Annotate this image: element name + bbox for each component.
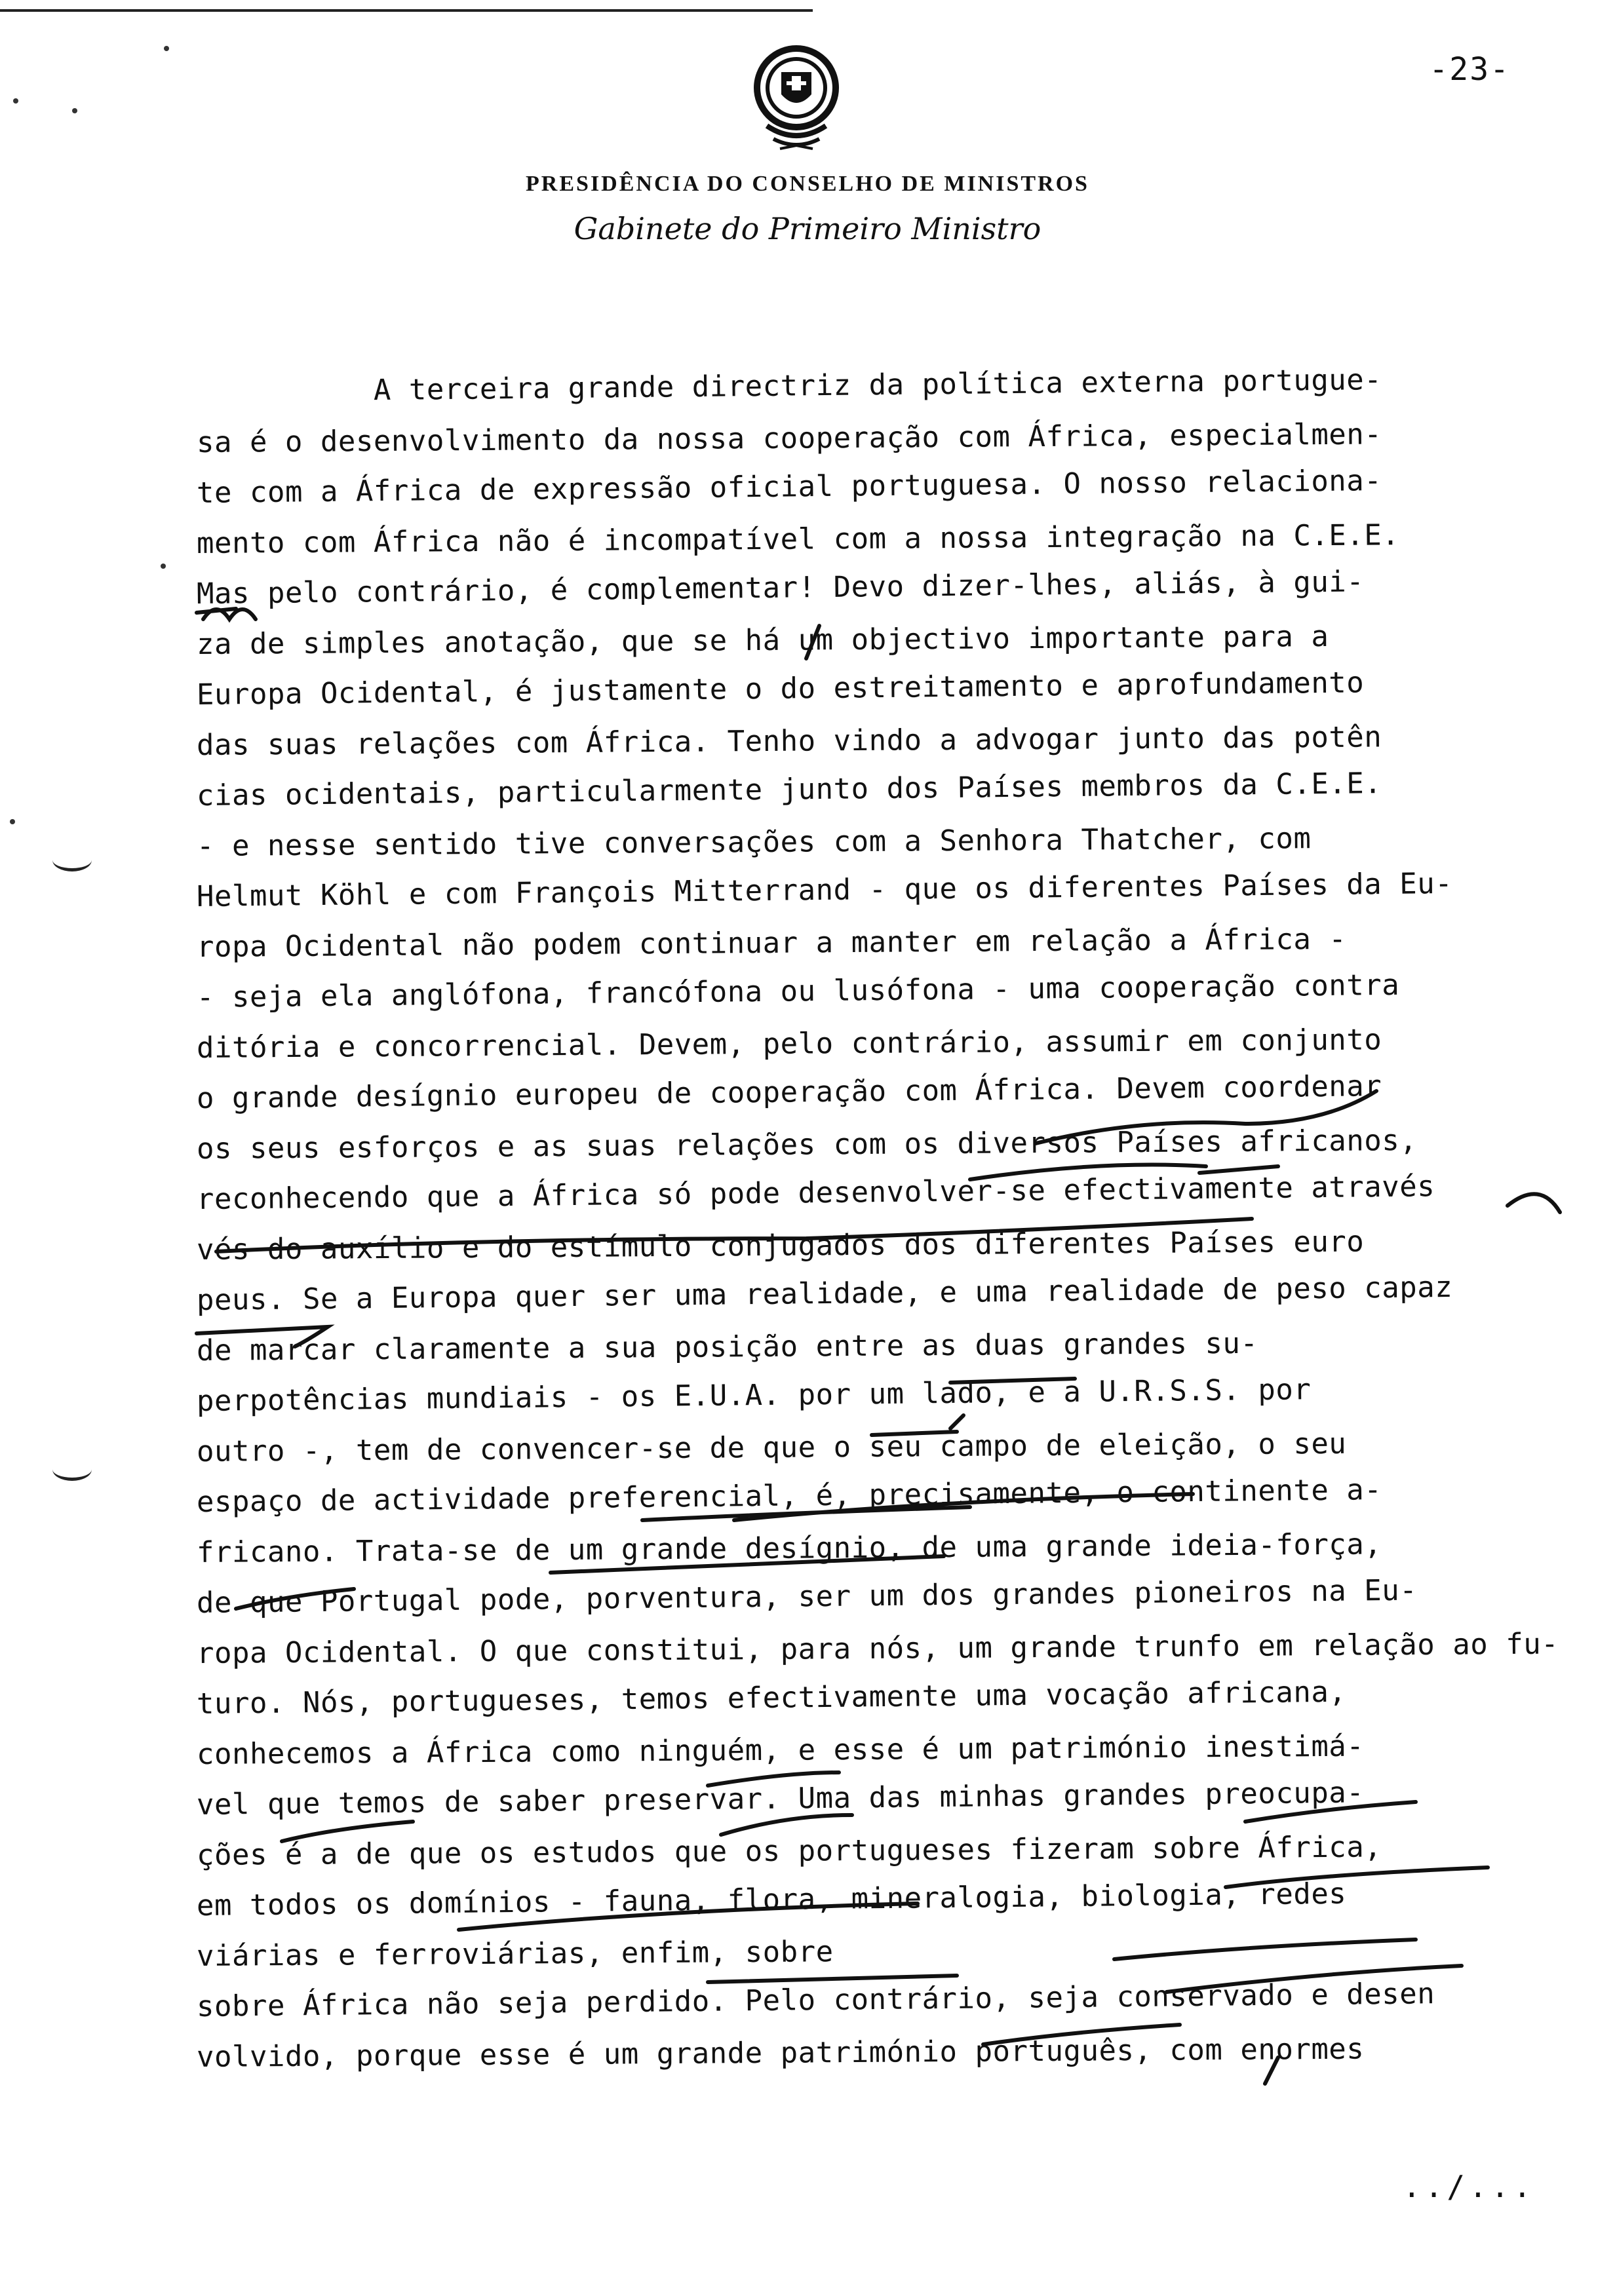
text-line: cias ocidentais, particularmente junto dos Países membros da C.E.E. bbox=[196, 767, 1382, 813]
coat-of-arms-icon bbox=[741, 41, 852, 159]
text-line: o grande desígnio europeu de cooperação com África. Devem coordenar bbox=[196, 1069, 1382, 1115]
margin-dot bbox=[164, 46, 169, 51]
text-line: das suas relações com África. Tenho vindo a advogar junto das potên bbox=[196, 720, 1382, 762]
text-line: peus. Se a Europa quer ser uma realidade, e uma realidade de peso capaz bbox=[196, 1270, 1453, 1317]
text-line: ropa Ocidental. O que constitui, para nós, um grande trunfo em relação ao fu- bbox=[196, 1627, 1559, 1670]
text-line: de marcar claramente a sua posição entre as duas grandes su- bbox=[196, 1326, 1258, 1368]
text-line: za de simples anotação, que se há um objectivo importante para a bbox=[196, 619, 1329, 661]
text-line: A terceira grande directriz da política externa portugue- bbox=[196, 363, 1382, 409]
continuation-mark: ../... bbox=[1403, 2169, 1536, 2204]
margin-dot bbox=[13, 98, 18, 104]
text-line: ções é a de que os estudos que os portugueses fizeram sobre África, bbox=[196, 1830, 1382, 1872]
text-line: em todos os domínios - fauna, flora, mineralogia, biologia, redes bbox=[196, 1877, 1347, 1923]
text-line: de que Portugal pode, porventura, ser um dos grandes pioneiros na Eu- bbox=[196, 1573, 1418, 1620]
text-line: - seja ela anglófona, francófona ou lusófona - uma cooperação contra bbox=[196, 968, 1400, 1014]
text-line: fricano. Trata-se de um grande desígnio, de uma grande ideia-força, bbox=[196, 1527, 1382, 1569]
text-line: vés do auxílio e do estímulo conjugados dos diferentes Países euro bbox=[196, 1225, 1365, 1267]
text-line: - e nesse sentido tive conversações com a Senhora Thatcher, com bbox=[196, 822, 1312, 863]
margin-dot bbox=[10, 819, 15, 824]
text-line: turo. Nós, portugueses, temos efectivamente uma vocação africana, bbox=[196, 1675, 1347, 1721]
text-line: perpotências mundiais - os E.U.A. por um lado, e a U.R.S.S. por bbox=[196, 1373, 1312, 1418]
text-line: ropa Ocidental não podem continuar a manter em relação a África - bbox=[196, 922, 1347, 964]
text-line: ditória e concorrencial. Devem, pelo contrário, assumir em conjunto bbox=[196, 1023, 1382, 1065]
text-line: conhecemos a África como ninguém, e esse é um património inestimá- bbox=[196, 1729, 1365, 1771]
text-line: vel que temos de saber preservar. Uma das minhas grandes preocupa- bbox=[196, 1776, 1365, 1822]
text-line: outro -, tem de convencer-se de que o seu campo de eleição, o seu bbox=[196, 1426, 1347, 1468]
text-line: mento com África não é incompatível com a nossa integração na C.E.E. bbox=[196, 518, 1400, 560]
margin-tick bbox=[52, 1458, 92, 1481]
margin-dot bbox=[72, 108, 77, 113]
text-line: sa é o desenvolvimento da nossa cooperação com África, especialmen- bbox=[196, 417, 1382, 459]
text-line: Mas pelo contrário, é complementar! Devo dizer-lhes, aliás, à gui- bbox=[196, 565, 1365, 611]
text-line: sobre África não seja perdido. Pelo contrário, seja conservado e desen bbox=[196, 1977, 1435, 2023]
text-line: reconhecendo que a África só pode desenvolver-se efectivamente através bbox=[196, 1170, 1435, 1216]
text-line: te com a África de expressão oficial portuguesa. O nosso relaciona- bbox=[196, 464, 1382, 510]
margin-dot bbox=[161, 564, 166, 569]
text-line: volvido, porque esse é um grande património português, com enormes bbox=[196, 2032, 1365, 2074]
text-line: espaço de actividade preferencial, é, precisamente, o continente a- bbox=[196, 1473, 1382, 1519]
top-rule bbox=[0, 9, 813, 12]
margin-tick bbox=[52, 849, 92, 871]
document-body bbox=[196, 363, 1559, 2082]
text-line: os seus esforços e as suas relações com os diversos Países africanos, bbox=[196, 1123, 1418, 1166]
office-subtitle: Gabinete do Primeiro Ministro bbox=[574, 211, 1041, 246]
text-line: viárias e ferroviárias, enfim, sobre bbox=[196, 1935, 834, 1973]
institution-title: PRESIDÊNCIA DO CONSELHO DE MINISTROS bbox=[526, 172, 1089, 196]
page-number: -23- bbox=[1429, 51, 1510, 88]
text-line: Europa Ocidental, é justamente o do estreitamento e aprofundamento bbox=[196, 666, 1365, 712]
text-line: Helmut Köhl e com François Mitterrand - que os diferentes Países da Eu- bbox=[196, 866, 1453, 913]
